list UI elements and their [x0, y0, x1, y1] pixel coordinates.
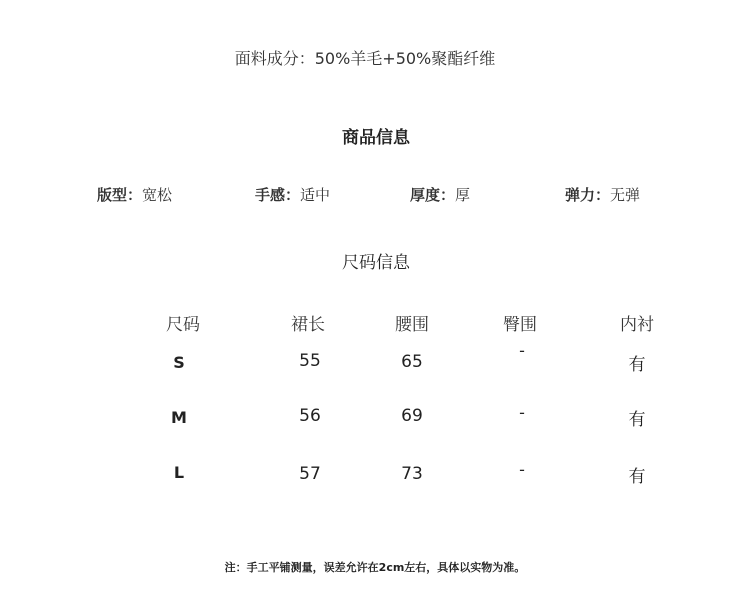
measurement-note: 注：手工平铺测量，误差允许在2cm左右，具体以实物为准。 [224, 561, 526, 574]
row-s-lining: 有 [628, 355, 646, 375]
product-info-title: 商品信息 [342, 128, 410, 148]
prop-fit-value: 宽松 [142, 186, 173, 204]
row-s-hip: - [519, 341, 525, 360]
row-m-lining: 有 [628, 410, 646, 430]
material-composition: 面料成分：50%羊毛+50%聚酯纤维 [234, 49, 496, 68]
row-l-length: 57 [299, 464, 321, 484]
header-size: 尺码 [166, 315, 200, 335]
size-info-title: 尺码信息 [342, 253, 410, 273]
row-m-size: M [171, 408, 187, 427]
row-m-length: 56 [299, 406, 321, 426]
row-l-waist: 73 [401, 464, 423, 484]
prop-elasticity-key: 弹力： [565, 186, 611, 204]
row-m-hip: - [519, 403, 525, 422]
prop-fit [97, 184, 172, 205]
row-l-size: L [173, 463, 185, 482]
row-m-waist: 69 [401, 406, 423, 426]
prop-elasticity [565, 184, 640, 205]
prop-feel-key: 手感： [255, 186, 301, 204]
header-lining: 内衬 [620, 315, 654, 335]
prop-elasticity-value: 无弹 [610, 186, 641, 204]
header-hip: 臀围 [503, 315, 537, 335]
prop-feel [255, 184, 330, 205]
prop-thickness-key: 厚度： [410, 186, 456, 204]
row-l-hip: - [519, 460, 525, 479]
row-s-waist: 65 [401, 352, 423, 372]
row-s-length: 55 [299, 351, 321, 371]
prop-fit-key: 版型： [97, 186, 143, 204]
prop-thickness [410, 184, 470, 205]
header-length: 裙长 [291, 315, 325, 335]
header-waist: 腰围 [395, 315, 429, 335]
row-l-lining: 有 [628, 467, 646, 487]
prop-thickness-value: 厚 [455, 186, 471, 204]
row-s-size: S [173, 353, 185, 372]
prop-feel-value: 适中 [300, 186, 331, 204]
